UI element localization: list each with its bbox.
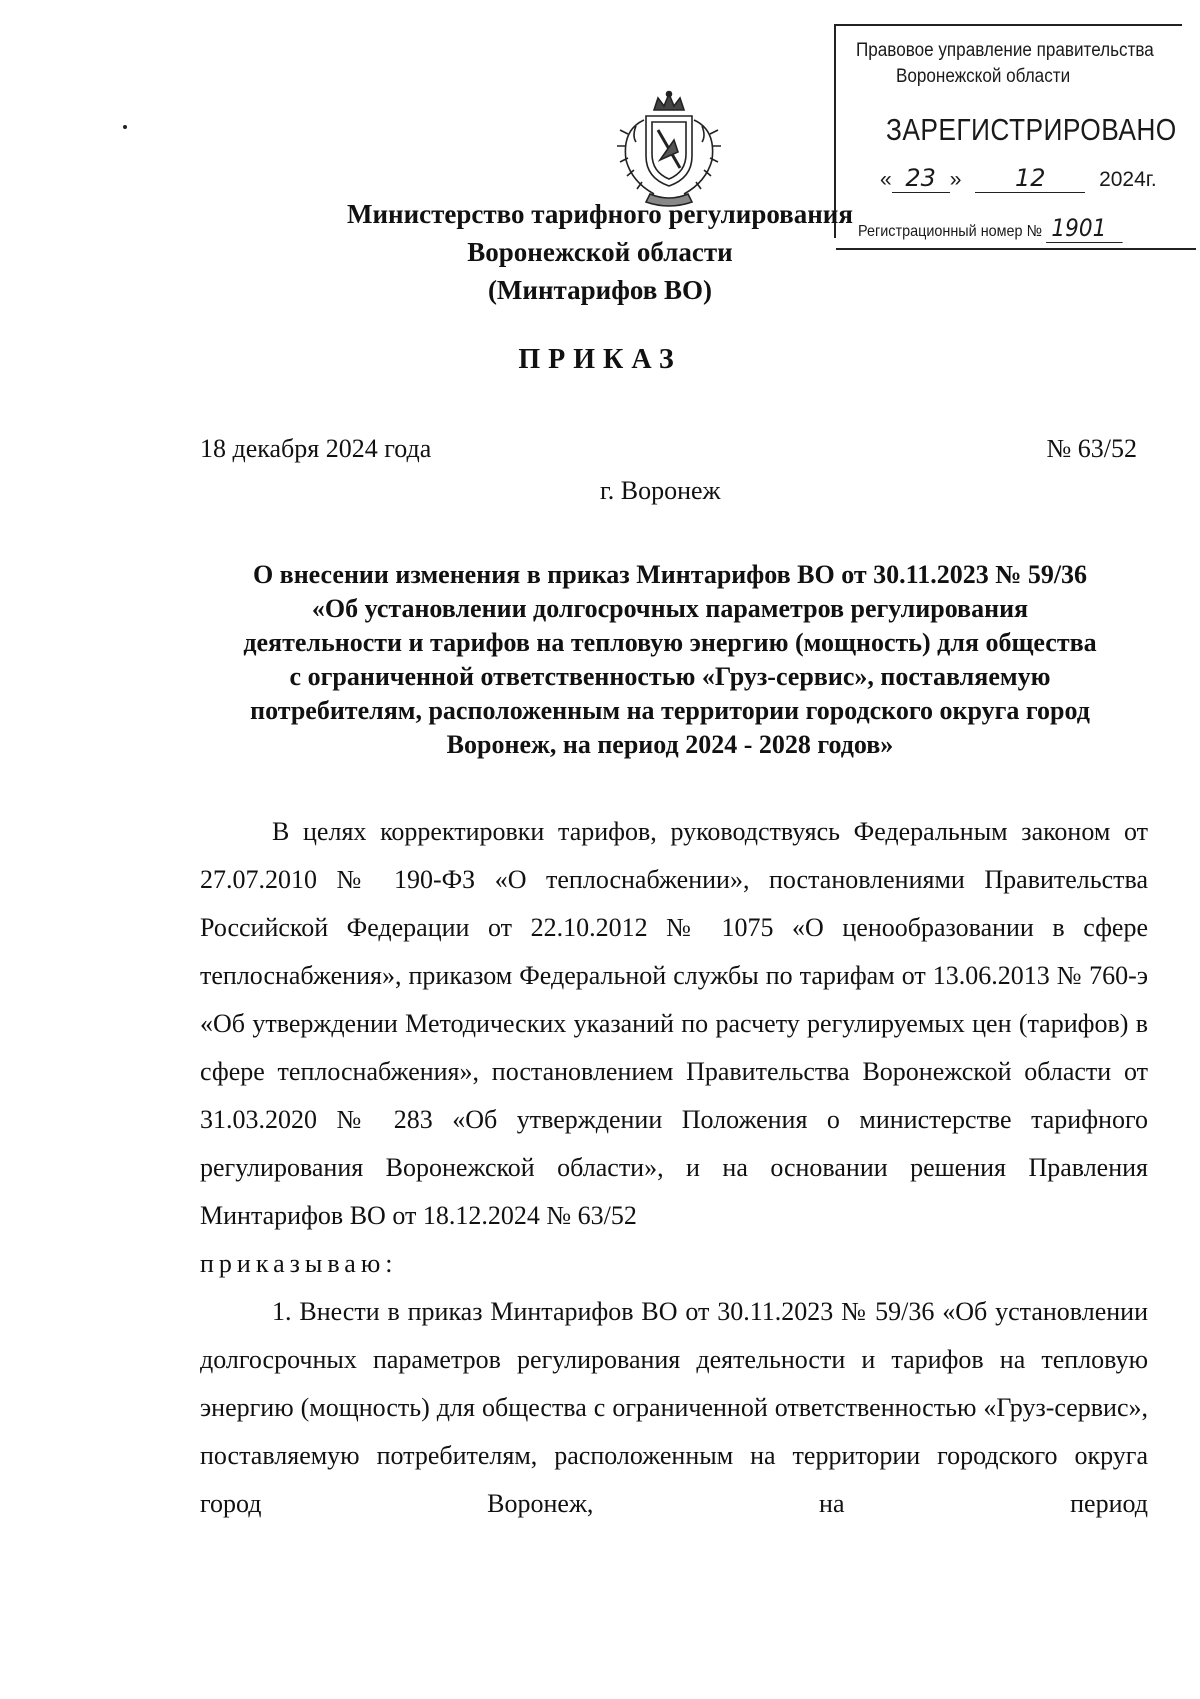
subject-line: деятельности и тарифов на тепловую энергию (мощность) для общества bbox=[243, 628, 1097, 657]
stamp-authority-line2: Воронежской области bbox=[896, 66, 1071, 87]
subject-line: с ограниченной ответственностью «Груз-сервис», поставляемую bbox=[289, 662, 1051, 691]
stamp-reg-label: Регистрационный номер № bbox=[858, 223, 1043, 240]
document-city: г. Воронеж bbox=[600, 476, 721, 505]
stamp-date-mid: » bbox=[949, 168, 962, 191]
order-item-1: 1. Внести в приказ Минтарифов ВО от 30.11.2023 № 59/36 «Об установлении долгосрочных параметров регулирования деятельности и тарифов на тепловую энергию (мощность) для общества с ограниченной ответственностью «Груз-сервис», поставляемую потребителям, расположенным на территории городского округа город Воронеж, на период bbox=[200, 1297, 1148, 1518]
stamp-year-suffix: г. bbox=[1145, 168, 1157, 191]
stamp-year: 2024 bbox=[1099, 168, 1146, 191]
subject-line: О внесении изменения в приказ Минтарифов ВО от 30.11.2023 № 59/36 bbox=[252, 560, 1088, 589]
stamp-registered-title: ЗАРЕГИСТРИРОВАНО bbox=[886, 112, 1177, 147]
subject-line: Воронеж, на период 2024 - 2028 годов» bbox=[446, 730, 894, 759]
document-number: № 63/52 bbox=[1046, 434, 1137, 463]
org-abbreviation: (Минтарифов ВО) bbox=[487, 275, 713, 305]
document-body bbox=[200, 808, 1148, 1528]
document-subject bbox=[190, 558, 1150, 762]
stamp-authority-line1: Правовое управление правительства bbox=[856, 40, 1154, 61]
scan-speck bbox=[123, 125, 127, 129]
subject-line: «Об установлении долгосрочных параметров регулирования bbox=[311, 594, 1029, 623]
document-type-title: ПРИКАЗ bbox=[518, 344, 682, 375]
stamp-month: 12 bbox=[1014, 164, 1046, 192]
org-name-line2: Воронежской области bbox=[467, 237, 733, 267]
stamp-date-open: « bbox=[880, 168, 892, 191]
subject-line: потребителям, расположенным на территории городского округа город bbox=[250, 696, 1090, 725]
preamble-paragraph: В целях корректировки тарифов, руководствуясь Федеральным законом от 27.07.2010 № 190-ФЗ «О теплоснабжении», постановлениями Правительства Российской Федерации от 22.10.2012 № 1075 «О ценообразовании в сфере теплоснабжения», приказом Федеральной службы по тарифам от 13.06.2013 № 760-э «Об утверждении Методических указаний по расчету регулируемых цен (тарифов) в сфере теплоснабжения», постановлением Правительства Воронежской области от 31.03.2020 № 283 «Об утверждении Положения о министерстве тарифного регулирования Воронежской области», и на основании решения Правления Минтарифов ВО от 18.12.2024 № 63/52 bbox=[200, 817, 1148, 1230]
order-word: приказываю: bbox=[200, 1249, 398, 1278]
stamp-reg-number: 1901 bbox=[1046, 214, 1123, 243]
org-name-line1: Министерство тарифного регулирования bbox=[347, 199, 853, 229]
coat-of-arms-emblem bbox=[614, 90, 724, 210]
stamp-date bbox=[880, 164, 1157, 193]
stamp-day: 23 bbox=[905, 164, 936, 192]
document-date: 18 декабря 2024 года bbox=[200, 434, 432, 463]
